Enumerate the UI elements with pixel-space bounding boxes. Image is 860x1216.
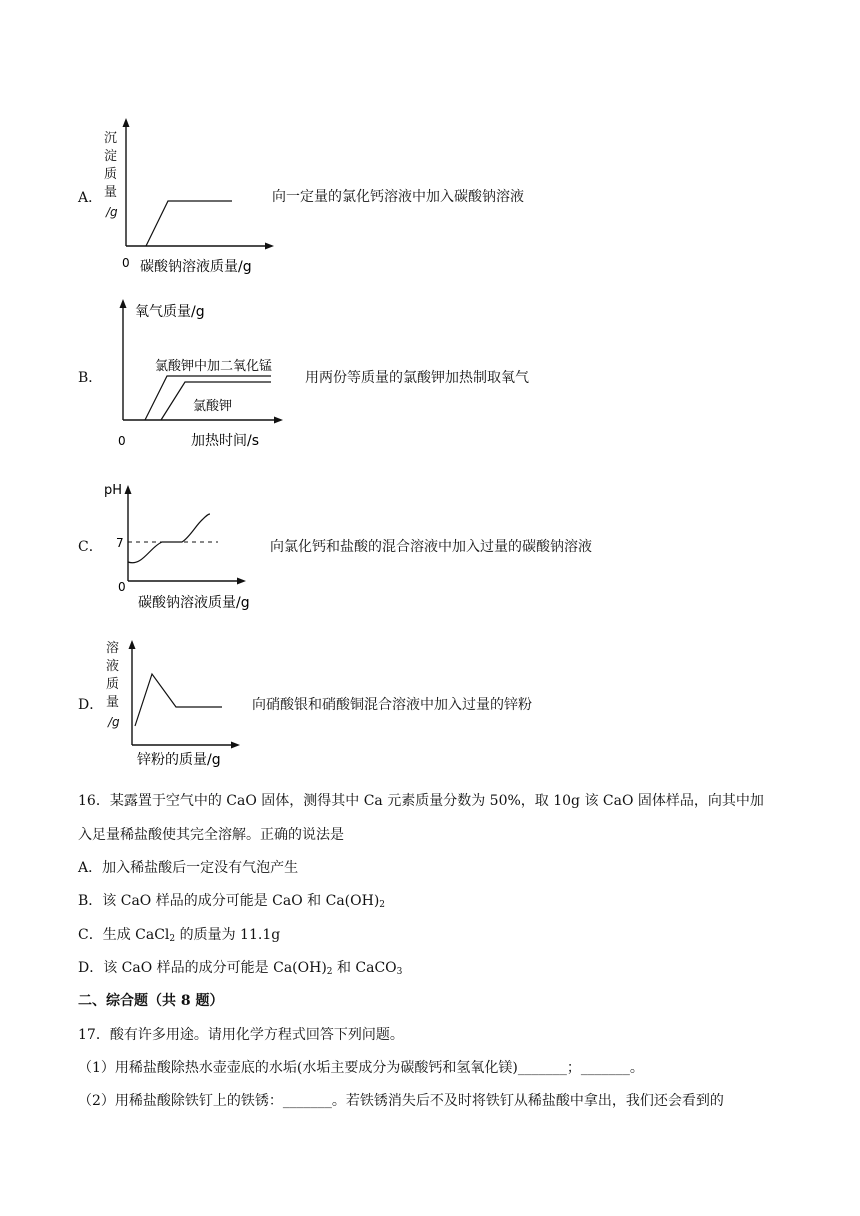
graph-b — [105, 293, 305, 451]
graph-a-y-arrow — [123, 118, 130, 127]
svg-text:量: 量 — [106, 695, 120, 710]
graph-c-x-label: 碳酸钠溶液质量/g — [138, 595, 250, 611]
graph-b-curve-2-label: 氯酸钾 — [193, 399, 233, 414]
svg-text:质: 质 — [104, 167, 118, 182]
q16-stem-line2: 入足量稀盐酸使其完全溶解。正确的说法是 — [78, 827, 344, 843]
option-b-letter: B． — [78, 370, 103, 386]
graph-a-x-label: 碳酸钠溶液质量/g — [140, 259, 252, 275]
graph-d — [104, 634, 264, 774]
q16-option-a: A．加入稀盐酸后一定没有气泡产生 — [78, 860, 299, 876]
graph-d-y-label — [106, 640, 120, 729]
graph-c-origin: 0 — [118, 580, 126, 594]
q17-stem: 17．酸有许多用途。请用化学方程式回答下列问题。 — [78, 1027, 404, 1043]
option-d-description: 向硝酸银和硝酸铜混合溶液中加入过量的锌粉 — [252, 697, 532, 713]
graph-d-x-arrow — [231, 742, 240, 749]
q16-option-b: B．该 CaO 样品的成分可能是 CaO 和 $Ca(OH)_2$ — [78, 893, 386, 910]
svg-text:沉: 沉 — [104, 131, 118, 146]
graph-b-x-label: 加热时间/s — [191, 433, 260, 449]
graph-b-curve-1-label: 氯酸钾中加二氧化锰 — [155, 359, 273, 374]
graph-c-y-arrow — [125, 485, 132, 494]
graph-c-tick-7: 7 — [116, 536, 124, 550]
option-b-description: 用两份等质量的氯酸钾加热制取氧气 — [305, 370, 529, 386]
svg-text:/g: /g — [108, 715, 120, 729]
option-a-letter: A． — [78, 190, 103, 206]
q16-stem-line1: 16．某露置于空气中的 CaO 固体，测得其中 Ca 元素质量分数为 50%，取 10g 该 CaO 固体样品，向其中加 — [78, 793, 764, 809]
svg-text:质: 质 — [106, 677, 120, 692]
graph-b-origin: 0 — [118, 434, 126, 448]
q17-part2: （2）用稀盐酸除铁钉上的铁锈：_______。若铁锈消失后不及时将铁钉从稀盐酸中拿出，我们还会看到的 — [78, 1093, 724, 1109]
graph-c-curve — [128, 514, 210, 563]
option-c-letter: C． — [78, 539, 103, 555]
graph-d-x-label: 锌粉的质量/g — [137, 752, 221, 768]
q17-part1: （1）用稀盐酸除热水壶壶底的水垢(水垢主要成分为碳酸钙和氢氧化镁)_______；_______。 — [78, 1060, 644, 1076]
graph-a-x-arrow — [265, 243, 274, 250]
q16-option-c: C．生成 CaCl$_2$ 的质量为 11.1g — [78, 927, 281, 944]
option-c-description: 向氯化钙和盐酸的混合溶液中加入过量的碳酸钠溶液 — [270, 539, 592, 555]
graph-d-y-arrow — [129, 640, 136, 649]
graph-c — [102, 475, 282, 615]
svg-text:溶: 溶 — [106, 641, 120, 656]
graph-d-curve — [135, 674, 222, 726]
graph-a — [98, 118, 288, 278]
graph-c-y-label: pH — [104, 483, 123, 498]
graph-a-y-label — [104, 131, 118, 219]
q16-option-d: D．该 CaO 样品的成分可能是 $Ca(OH)_2$ 和 CaCO$_3$ — [78, 960, 403, 977]
option-d-letter: D． — [78, 697, 104, 713]
svg-text:淀: 淀 — [104, 149, 118, 164]
svg-text:/g: /g — [106, 205, 118, 219]
graph-a-curve — [146, 201, 232, 246]
graph-c-x-arrow — [237, 578, 246, 585]
section-2-title: 二、综合题（共 8 题） — [78, 993, 224, 1009]
svg-text:液: 液 — [106, 659, 120, 674]
svg-text:量: 量 — [104, 185, 118, 200]
graph-a-origin: 0 — [122, 256, 130, 270]
graph-b-x-arrow — [274, 417, 283, 424]
graph-b-y-label: 氧气质量/g — [135, 304, 205, 320]
option-a-description: 向一定量的氯化钙溶液中加入碳酸钠溶液 — [272, 189, 524, 205]
graph-b-y-arrow — [120, 299, 127, 308]
